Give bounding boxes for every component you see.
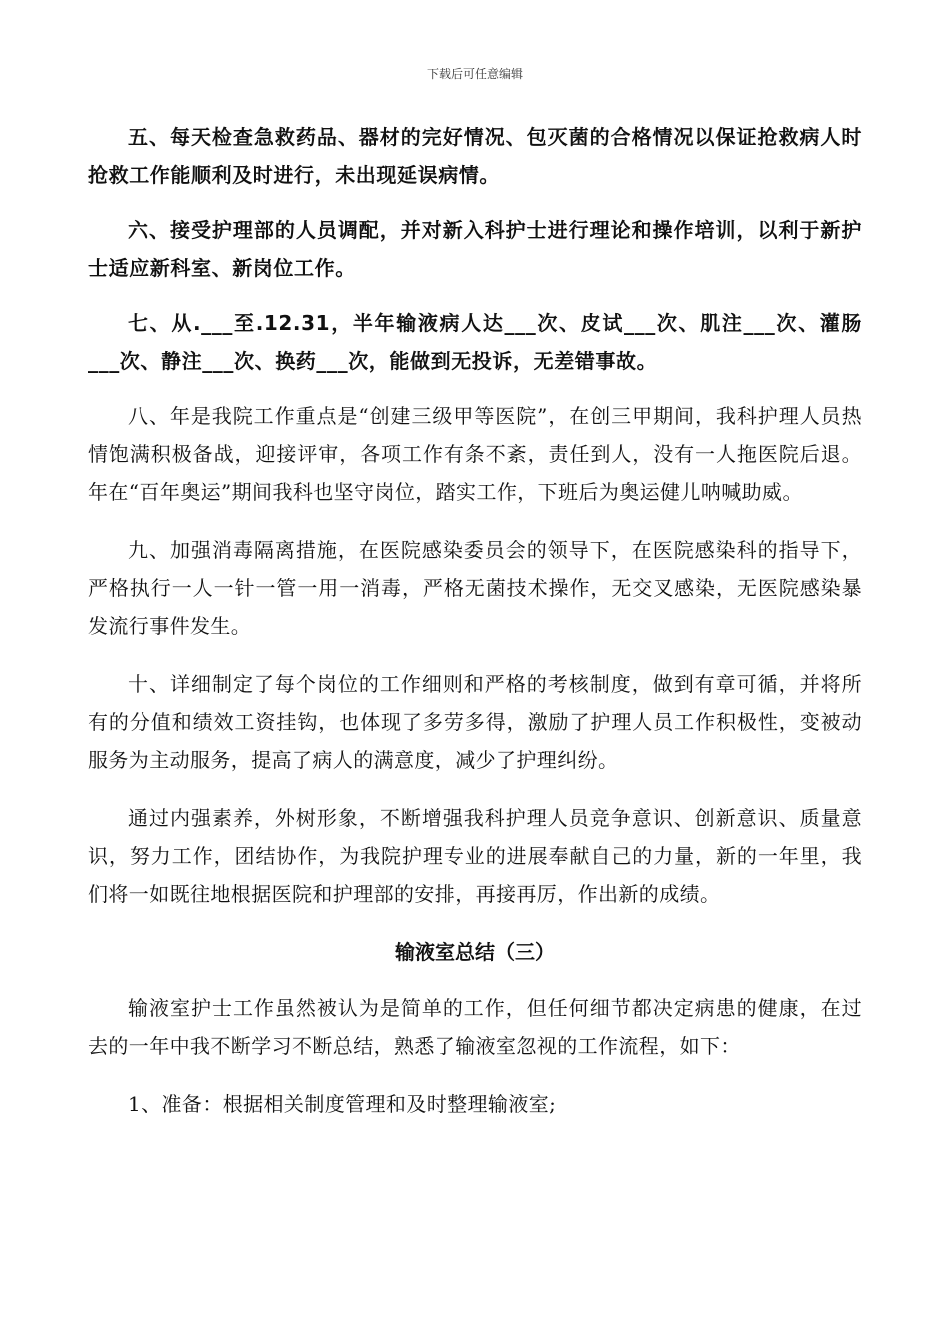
paragraph-item-10: 十、详细制定了每个岗位的工作细则和严格的考核制度，做到有章可循，并将所有的分值和绩效工资挂钩，也体现了多劳多得，激励了护理人员工作积极性，变被动服务为主动服务，提高了病人的满意度，减少了护理纠纷。 xyxy=(88,672,862,772)
section-intro: 输液室护士工作虽然被认为是简单的工作，但任何细节都决定病患的健康，在过去的一年中我不断学习不断总结，熟悉了输液室忽视的工作流程，如下： xyxy=(88,996,862,1058)
paragraph-item-7: 七、从.___至.12.31，半年输液病人达___次、皮试___次、肌注___次、灌肠___次、静注___次、换药___次，能做到无投诉，无差错事故。 xyxy=(88,311,862,373)
document-body xyxy=(88,118,862,1143)
paragraph-item-9: 九、加强消毒隔离措施，在医院感染委员会的领导下，在医院感染科的指导下，严格执行一人一针一管一用一消毒，严格无菌技术操作，无交叉感染，无医院感染暴发流行事件发生。 xyxy=(88,538,862,638)
page-header: 下载后可任意编辑 xyxy=(426,67,523,81)
paragraph-item-8: 八、年是我院工作重点是“创建三级甲等医院”，在创三甲期间，我科护理人员热情饱满积极备战，迎接评审，各项工作有条不紊，责任到人，没有一人拖医院后退。年在“百年奥运”期间我科也坚守岗位，踏实工作，下班后为奥运健儿呐喊助威。 xyxy=(88,404,862,504)
section-title: 输液室总结（三） xyxy=(395,940,555,964)
paragraph-item-6: 六、接受护理部的人员调配，并对新入科护士进行理论和操作培训，以利于新护士适应新科室、新岗位工作。 xyxy=(88,218,862,280)
paragraph-summary: 通过内强素养，外树形象，不断增强我科护理人员竞争意识、创新意识、质量意识，努力工作，团结协作，为我院护理专业的进展奉献自己的力量，新的一年里，我们将一如既往地根据医院和护理部的安排，再接再厉，作出新的成绩。 xyxy=(88,806,862,906)
paragraph-item-5: 五、每天检查急救药品、器材的完好情况、包灭菌的合格情况以保证抢救病人时抢救工作能顺利及时进行，未出现延误病情。 xyxy=(88,125,862,187)
section-item-1: 1、准备：根据相关制度管理和及时整理输液室; xyxy=(128,1092,557,1116)
